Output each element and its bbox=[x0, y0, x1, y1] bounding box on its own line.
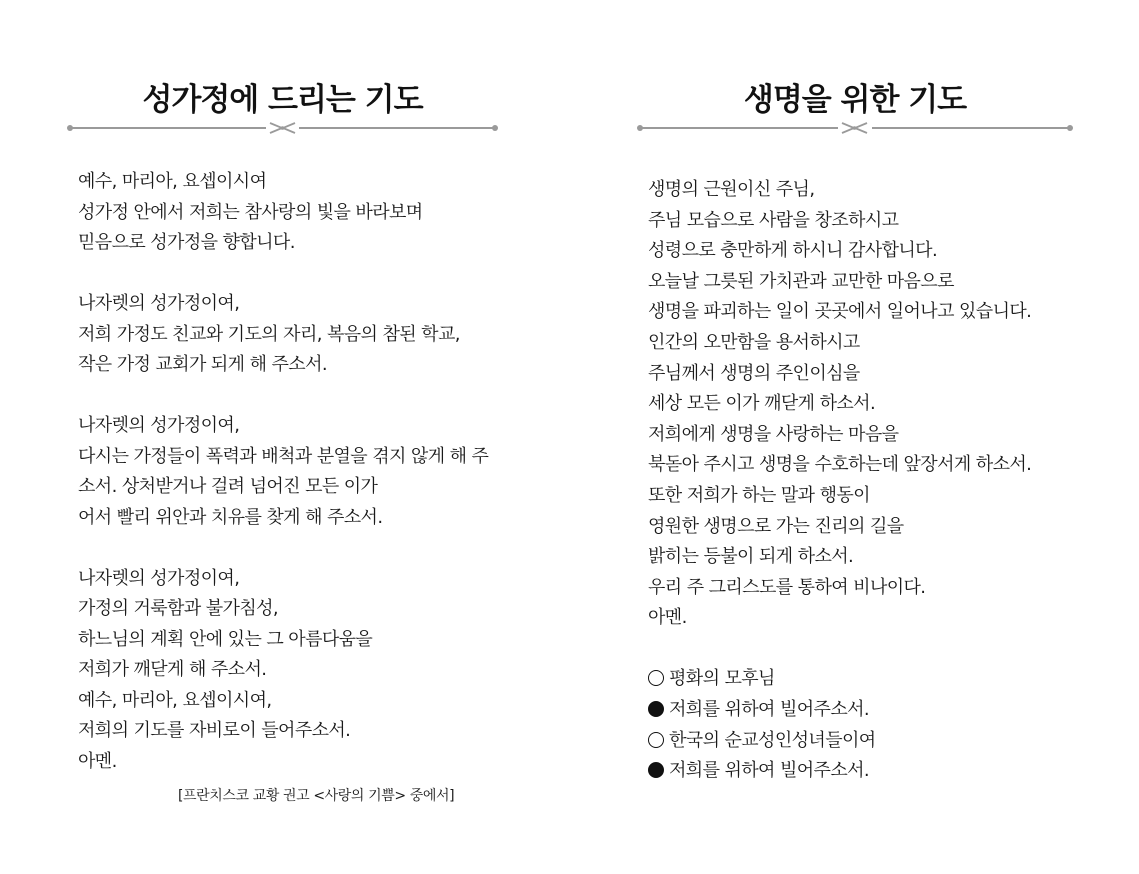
litany-text: 평화의 모후님 bbox=[669, 668, 775, 690]
litany-text: 한국의 순교성인성녀들이여 bbox=[669, 729, 876, 751]
prayer-body bbox=[78, 167, 505, 777]
litany-line bbox=[648, 695, 1080, 726]
prayer-line: 성령으로 충만하게 하시니 감사합니다. bbox=[648, 240, 938, 262]
prayer-line: 주님께서 생명의 주인이심을 bbox=[648, 362, 860, 384]
prayer-body bbox=[648, 175, 1080, 787]
litany-text: 저희를 위하여 빌어주소서. bbox=[669, 760, 870, 782]
litany-text: 저희를 위하여 빌어주소서. bbox=[669, 699, 870, 720]
prayer-line: 아멘. bbox=[78, 750, 117, 772]
litany-line bbox=[648, 756, 1080, 787]
divider-ornament-icon bbox=[636, 120, 1074, 136]
litany-line bbox=[648, 726, 1080, 757]
prayer-line: 인간의 오만함을 용서하시고 bbox=[648, 331, 860, 353]
prayer-line: 우리 주 그리스도를 통하여 비나이다. bbox=[648, 576, 926, 598]
stanza-gap bbox=[78, 259, 505, 290]
prayer-line: 저희의 기도를 자비로이 들어주소서. bbox=[78, 720, 351, 741]
prayer-line: 소서. 상처받거나 걸려 넘어진 모든 이가 bbox=[78, 476, 378, 497]
prayer-line: 저희가 깨닫게 해 주소서. bbox=[78, 659, 267, 680]
prayer-line: 나자렛의 성가정이여, bbox=[78, 415, 240, 436]
prayer-line: 세상 모든 이가 깨닫게 하소서. bbox=[648, 393, 876, 415]
prayer-line: 아멘. bbox=[648, 607, 687, 629]
prayer-line: 저희에게 생명을 사랑하는 마음을 bbox=[648, 423, 899, 445]
prayer-line: 작은 가정 교회가 되게 해 주소서. bbox=[78, 354, 327, 375]
prayer-line: 오늘날 그릇된 가치관과 교만한 마음으로 bbox=[648, 270, 954, 292]
prayer-title: 생명을 위한 기도 bbox=[743, 82, 967, 118]
filled-circle-icon bbox=[648, 701, 664, 717]
ornamental-divider bbox=[66, 120, 499, 136]
prayer-line: 북돋아 주시고 생명을 수호하는데 앞장서게 하소서. bbox=[648, 454, 1032, 476]
prayer-line: 생명의 근원이신 주님, bbox=[648, 179, 815, 200]
prayer-line: 주님 모습으로 사람을 창조하시고 bbox=[648, 209, 899, 231]
prayer-line: 또한 저희가 하는 말과 행동이 bbox=[648, 484, 870, 506]
prayer-title: 성가정에 드리는 기도 bbox=[142, 82, 423, 118]
prayer-line: 저희 가정도 친교와 기도의 자리, 복음의 참된 학교, bbox=[78, 323, 460, 345]
prayer-line: 믿음으로 성가정을 향합니다. bbox=[78, 232, 295, 253]
prayer-line: 예수, 마리아, 요셉이시여, bbox=[78, 689, 272, 711]
ornamental-divider bbox=[636, 120, 1074, 136]
prayer-line: 영원한 생명으로 가는 진리의 길을 bbox=[648, 515, 904, 537]
divider-ornament-icon bbox=[66, 120, 499, 136]
filled-circle-icon bbox=[648, 762, 664, 778]
stanza-gap bbox=[648, 634, 1080, 665]
prayer-line: 하느님의 계획 안에 있는 그 아름다움을 bbox=[78, 628, 373, 650]
prayer-line: 어서 빨리 위안과 치유를 찾게 해 주소서. bbox=[78, 506, 383, 528]
prayer-line: 나자렛의 성가정이여, bbox=[78, 567, 240, 589]
prayer-line: 생명을 파괴하는 일이 곳곳에서 일어나고 있습니다. bbox=[648, 301, 1032, 323]
open-circle-icon bbox=[648, 670, 664, 686]
prayer-line: 예수, 마리아, 요셉이시여 bbox=[78, 171, 267, 192]
prayer-line: 밝히는 등불이 되게 하소서. bbox=[648, 546, 854, 568]
stanza-gap bbox=[78, 381, 505, 412]
stanza-gap bbox=[78, 533, 505, 564]
source-citation: [프란치스코 교황 권고 <사랑의 기쁨> 중에서] bbox=[178, 788, 455, 804]
prayer-line: 가정의 거룩함과 불가침성, bbox=[78, 598, 279, 619]
open-circle-icon bbox=[648, 732, 664, 748]
prayer-line: 성가정 안에서 저희는 참사랑의 빛을 바라보며 bbox=[78, 201, 423, 223]
prayer-line: 다시는 가정들이 폭력과 배척과 분열을 겪지 않게 해 주 bbox=[78, 445, 489, 467]
litany-line bbox=[648, 664, 1080, 695]
prayer-line: 나자렛의 성가정이여, bbox=[78, 293, 240, 314]
